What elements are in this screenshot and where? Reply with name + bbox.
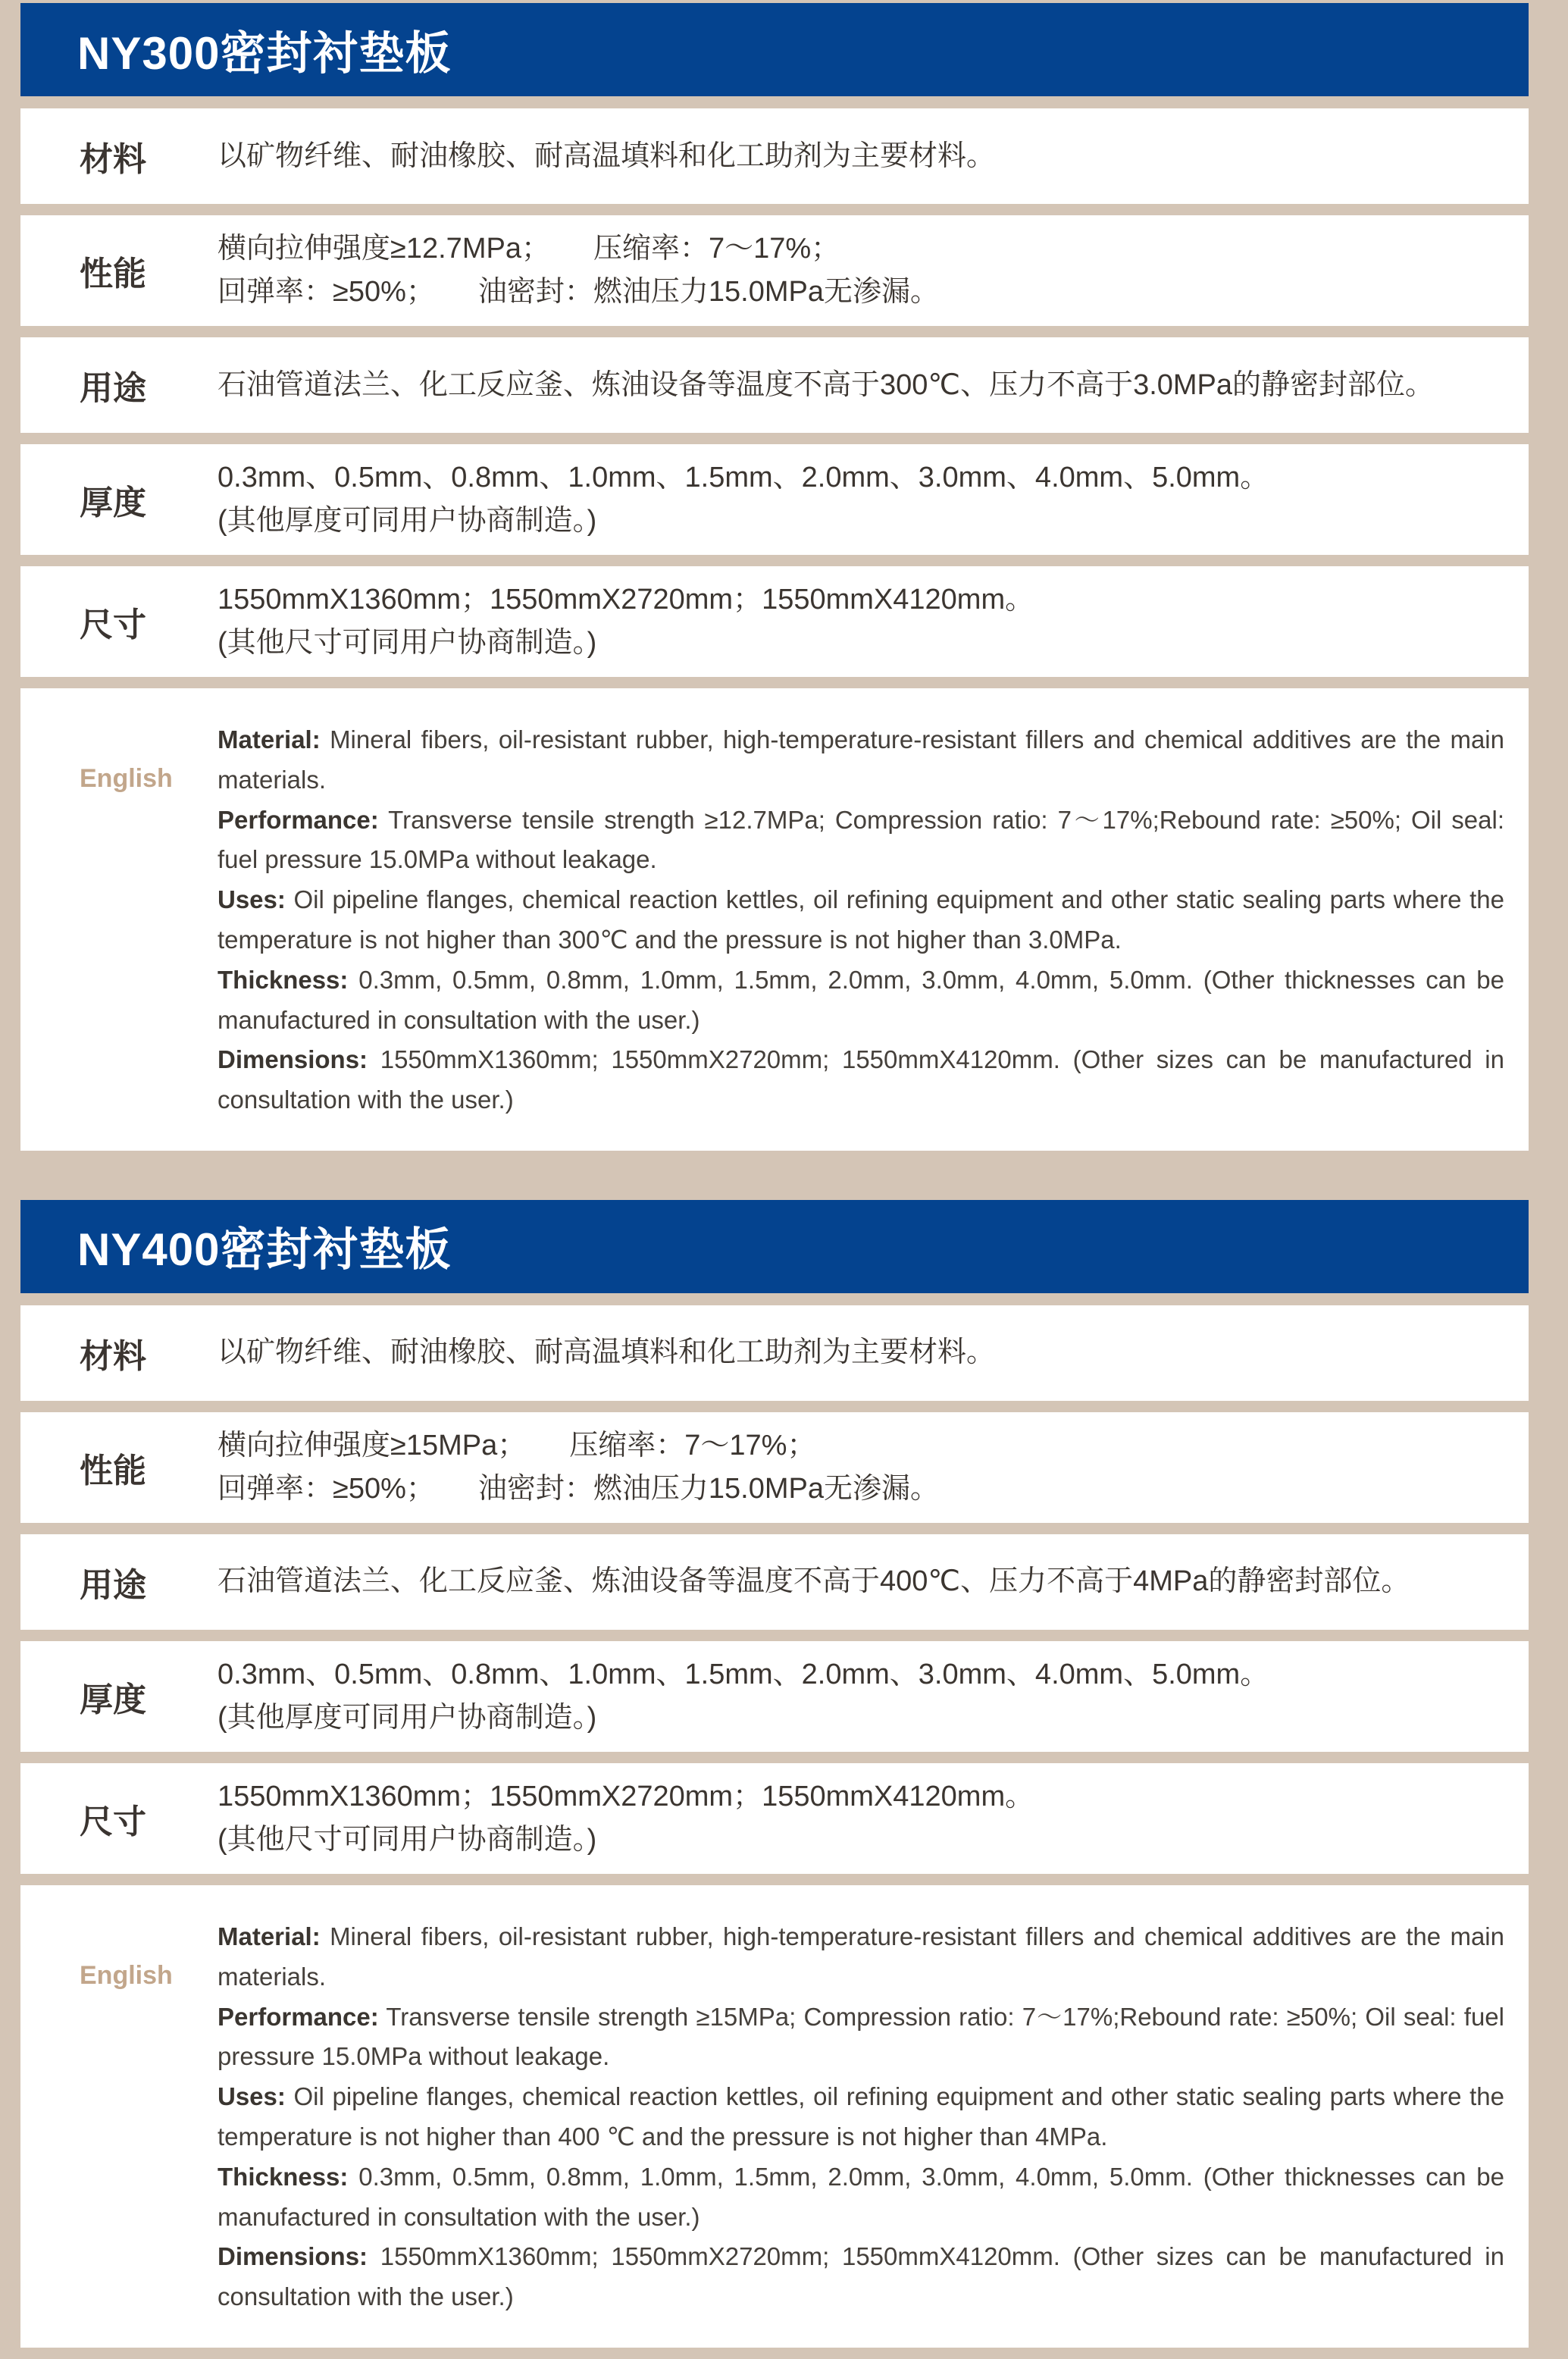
paragraph-lead: Thickness:	[218, 965, 349, 994]
spec-content	[218, 135, 1506, 178]
spec-line: 1550mmX1360mm；1550mmX2720mm；1550mmX4120mm。	[218, 584, 1034, 616]
spec-row-uses	[20, 1534, 1529, 1630]
spec-line: (其他尺寸可同用户协商制造。)	[218, 1823, 597, 1856]
english-paragraph-material	[218, 720, 1504, 800]
spec-line: 横向拉伸强度≥15MPa； 压缩率：7～17%；	[218, 1429, 816, 1461]
english-paragraph-performance	[218, 800, 1504, 881]
paragraph-text: Oil pipeline flanges, chemical reaction kettles, oil refining equipment and other static sealing parts where the temperature is not higher than 400 ℃ and the pressure is not higher than 4MPa.	[218, 2082, 1504, 2151]
spec-line: 以矿物纤维、耐油橡胶、耐高温填料和化工助剂为主要材料。	[218, 139, 996, 172]
english-paragraph-uses	[218, 2077, 1504, 2157]
spec-label: 材料	[80, 141, 146, 178]
paragraph-text: 1550mmX1360mm; 1550mmX2720mm; 1550mmX4120mm. (Other sizes can be manufactured in consultation with the user.)	[218, 1045, 1504, 1114]
english-content	[218, 720, 1504, 1120]
spec-row-dimensions	[20, 1763, 1529, 1874]
spec-content	[218, 1424, 1506, 1511]
paragraph-lead: Material:	[218, 1922, 321, 1950]
spec-label: 用途	[80, 370, 146, 407]
paragraph-text: 0.3mm, 0.5mm, 0.8mm, 1.0mm, 1.5mm, 2.0mm, 3.0mm, 4.0mm, 5.0mm. (Other thicknesses can be manufactured in consultation with the user.)	[218, 965, 1504, 1034]
spec-label: 尺寸	[80, 1803, 146, 1841]
paragraph-text: Transverse tensile strength ≥12.7MPa; Compression ratio: 7～17%;Rebound rate: ≥50%; Oil seal: fuel pressure 15.0MPa without leakage.	[218, 805, 1505, 874]
english-content	[218, 1917, 1504, 2317]
spec-line: (其他厚度可同用户协商制造。)	[218, 1701, 597, 1734]
spec-line: 石油管道法兰、化工反应釜、炼油设备等温度不高于300℃、压力不高于3.0MPa的静密封部位。	[218, 368, 1435, 401]
spec-line: 0.3mm、0.5mm、0.8mm、1.0mm、1.5mm、2.0mm、3.0mm、4.0mm、5.0mm。	[218, 1658, 1269, 1690]
paragraph-text: 1550mmX1360mm; 1550mmX2720mm; 1550mmX4120mm. (Other sizes can be manufactured in consultation with the user.)	[218, 2242, 1504, 2311]
paragraph-text: Mineral fibers, oil-resistant rubber, high-temperature-resistant fillers and chemical additives are the main materials.	[218, 1922, 1504, 1991]
paragraph-text: Mineral fibers, oil-resistant rubber, high-temperature-resistant fillers and chemical additives are the main materials.	[218, 725, 1504, 794]
section-header	[20, 3, 1529, 96]
spec-label: 尺寸	[80, 606, 146, 644]
spec-row-dimensions	[20, 566, 1529, 677]
spec-line: 回弹率：≥50%； 油密封：燃油压力15.0MPa无渗漏。	[218, 276, 940, 308]
english-paragraph-material	[218, 1917, 1504, 1997]
product-section-ny300	[20, 3, 1529, 1151]
english-paragraph-performance	[218, 1997, 1504, 2078]
spec-content	[218, 1775, 1506, 1862]
spec-content	[218, 364, 1506, 407]
spec-label: 材料	[80, 1337, 146, 1375]
paragraph-text: Oil pipeline flanges, chemical reaction kettles, oil refining equipment and other static sealing parts where the temperature is not higher than 300℃ and the pressure is not higher than 3.0MPa.	[218, 885, 1504, 954]
spec-label: 厚度	[80, 1681, 146, 1718]
spec-content	[218, 227, 1506, 314]
paragraph-text: 0.3mm, 0.5mm, 0.8mm, 1.0mm, 1.5mm, 2.0mm, 3.0mm, 4.0mm, 5.0mm. (Other thicknesses can be manufactured in consultation with the user.)	[218, 2162, 1504, 2231]
english-box	[20, 688, 1529, 1151]
spec-label: 厚度	[80, 484, 146, 522]
section-header	[20, 1200, 1529, 1293]
spec-row-thickness	[20, 444, 1529, 555]
english-paragraph-uses	[218, 880, 1504, 960]
paragraph-lead: Uses:	[218, 2082, 286, 2111]
spec-line: 以矿物纤维、耐油橡胶、耐高温填料和化工助剂为主要材料。	[218, 1336, 996, 1369]
english-paragraph-thickness	[218, 960, 1504, 1041]
paragraph-lead: Performance:	[218, 805, 379, 834]
english-paragraph-dimensions	[218, 2237, 1504, 2317]
spec-label: 性能	[80, 255, 146, 293]
spec-content	[218, 1653, 1506, 1740]
spec-row-material	[20, 1305, 1529, 1401]
spec-label: 用途	[80, 1566, 146, 1604]
spec-label: 性能	[80, 1452, 146, 1490]
spec-row-performance	[20, 1412, 1529, 1523]
spec-row-material	[20, 108, 1529, 204]
paragraph-text: Transverse tensile strength ≥15MPa; Compression ratio: 7～17%;Rebound rate: ≥50%; Oil seal: fuel pressure 15.0MPa without leakage.	[218, 2002, 1504, 2071]
product-section-ny400	[20, 1200, 1529, 2348]
paragraph-lead: Dimensions:	[218, 1045, 368, 1074]
paragraph-lead: Material:	[218, 725, 321, 753]
paragraph-lead: Thickness:	[218, 2162, 349, 2191]
spec-content	[218, 578, 1506, 665]
section-title: NY300密封衬垫板	[77, 27, 452, 79]
english-paragraph-dimensions	[218, 1040, 1504, 1120]
spec-row-thickness	[20, 1641, 1529, 1752]
english-box	[20, 1885, 1529, 2348]
english-label: English	[80, 1960, 173, 1990]
spec-content	[218, 1331, 1506, 1374]
spec-line: (其他厚度可同用户协商制造。)	[218, 505, 597, 537]
english-paragraph-thickness	[218, 2157, 1504, 2238]
english-label: English	[80, 764, 173, 793]
paragraph-lead: Uses:	[218, 885, 286, 914]
spec-line: (其他尺寸可同用户协商制造。)	[218, 627, 597, 659]
spec-line: 石油管道法兰、化工反应釜、炼油设备等温度不高于400℃、压力不高于4MPa的静密封部位。	[218, 1565, 1410, 1598]
spec-content	[218, 456, 1506, 543]
spec-content	[218, 1560, 1506, 1603]
paragraph-lead: Dimensions:	[218, 2242, 368, 2271]
spec-row-performance	[20, 215, 1529, 326]
section-title: NY400密封衬垫板	[77, 1224, 452, 1276]
spec-row-uses	[20, 337, 1529, 433]
spec-line: 1550mmX1360mm；1550mmX2720mm；1550mmX4120mm。	[218, 1780, 1034, 1812]
spec-line: 0.3mm、0.5mm、0.8mm、1.0mm、1.5mm、2.0mm、3.0mm、4.0mm、5.0mm。	[218, 462, 1269, 493]
spec-line: 横向拉伸强度≥12.7MPa； 压缩率：7～17%；	[218, 233, 840, 265]
spec-line: 回弹率：≥50%； 油密封：燃油压力15.0MPa无渗漏。	[218, 1472, 940, 1505]
paragraph-lead: Performance:	[218, 2002, 379, 2031]
